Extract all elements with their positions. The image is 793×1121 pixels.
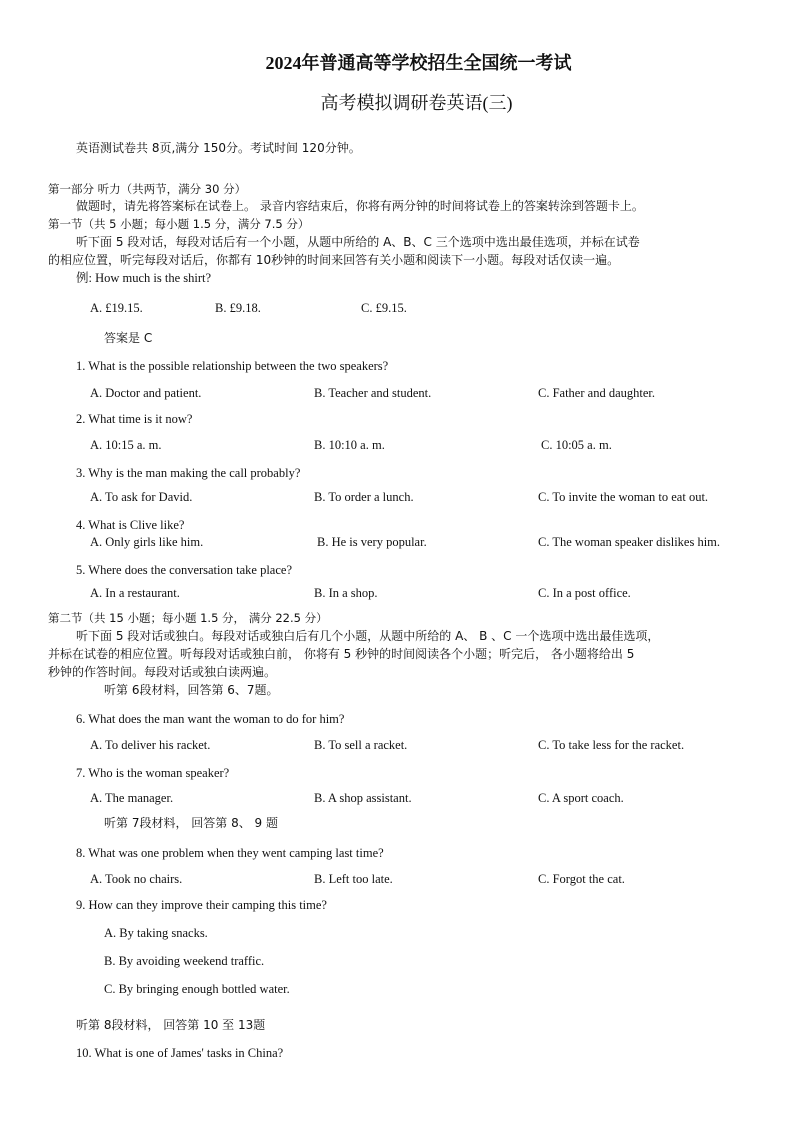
q6-option-b: B. To sell a racket. bbox=[314, 738, 408, 752]
section1-desc-line2: 的相应位置，听完每段对话后，你都有 10秒钟的时间来回答有关小题和阅读下一小题。每段对话仅读一遍。 bbox=[48, 253, 620, 267]
question-6: 6. What does the man want the woman to do for him? bbox=[76, 712, 345, 726]
example-option-c: C. £9.15. bbox=[361, 301, 407, 315]
material-6-note: 听第 6段材料，回答第 6、7题。 bbox=[104, 683, 279, 697]
example-option-a: A. £19.15. bbox=[90, 301, 143, 315]
section2-desc-line2: 并标在试卷的相应位置。听每段对话或独白前， 你将有 5 秒钟的时间阅读各个小题；听完后， 各小题将给出 5 bbox=[48, 647, 635, 661]
q9-option-a: A. By taking snacks. bbox=[104, 926, 208, 940]
q5-option-a: A. In a restaurant. bbox=[90, 586, 180, 600]
part1-heading: 第一部分 听力（共两节，满分 30 分） bbox=[48, 182, 247, 196]
question-5: 5. Where does the conversation take place? bbox=[76, 563, 292, 577]
q3-option-a: A. To ask for David. bbox=[90, 490, 193, 504]
question-9: 9. How can they improve their camping this time? bbox=[76, 898, 327, 912]
q7-option-a: A. The manager. bbox=[90, 791, 174, 805]
q8-option-c: C. Forgot the cat. bbox=[538, 872, 625, 886]
material-7-note: 听第 7段材料， 回答第 8、 9 题 bbox=[104, 816, 278, 830]
q7-option-b: B. A shop assistant. bbox=[314, 791, 412, 805]
q4-option-a: A. Only girls like him. bbox=[90, 535, 204, 549]
q4-option-b: B. He is very popular. bbox=[317, 535, 427, 549]
q2-option-a: A. 10:15 a. m. bbox=[90, 438, 162, 452]
q8-option-b: B. Left too late. bbox=[314, 872, 393, 886]
example-question: 例: How much is the shirt? bbox=[76, 271, 212, 285]
question-3: 3. Why is the man making the call probably? bbox=[76, 466, 301, 480]
question-10: 10. What is one of James' tasks in China? bbox=[76, 1046, 284, 1060]
question-2: 2. What time is it now? bbox=[76, 412, 193, 426]
q1-option-a: A. Doctor and patient. bbox=[90, 386, 202, 400]
q9-option-b: B. By avoiding weekend traffic. bbox=[104, 954, 265, 968]
q5-option-b: B. In a shop. bbox=[314, 586, 378, 600]
q2-option-b: B. 10:10 a. m. bbox=[314, 438, 385, 452]
q8-option-a: A. Took no chairs. bbox=[90, 872, 183, 886]
q5-option-c: C. In a post office. bbox=[538, 586, 631, 600]
q2-option-c: C. 10:05 a. m. bbox=[541, 438, 612, 452]
question-4: 4. What is Clive like? bbox=[76, 518, 185, 532]
question-7: 7. Who is the woman speaker? bbox=[76, 766, 230, 780]
q4-option-c: C. The woman speaker dislikes him. bbox=[538, 535, 721, 549]
section2-desc-line1: 听下面 5 段对话或独白。每段对话或独白后有几个小题，从题中所给的 A、 B 、C 一个选项中选出最佳选项， bbox=[76, 629, 660, 643]
section2-desc-line3: 秒钟的作答时间。每段对话或独白读两遍。 bbox=[48, 665, 277, 679]
material-8-note: 听第 8段材料， 回答第 10 至 13题 bbox=[76, 1018, 266, 1032]
q6-option-c: C. To take less for the racket. bbox=[538, 738, 685, 752]
q1-option-b: B. Teacher and student. bbox=[314, 386, 432, 400]
q9-option-c: C. By bringing enough bottled water. bbox=[104, 982, 290, 996]
question-8: 8. What was one problem when they went camping last time? bbox=[76, 846, 384, 860]
exam-title: 2024年普通高等学校招生全国统一考试 bbox=[265, 53, 572, 73]
q7-option-c: C. A sport coach. bbox=[538, 791, 624, 805]
q3-option-b: B. To order a lunch. bbox=[314, 490, 414, 504]
example-answer: 答案是 C bbox=[104, 331, 153, 345]
example-option-b: B. £9.18. bbox=[215, 301, 261, 315]
section1-heading: 第一节（共 5 小题；每小题 1.5 分，满分 7.5 分） bbox=[48, 217, 310, 231]
exam-intro: 英语测试卷共 8页,满分 150分。考试时间 120分钟。 bbox=[76, 141, 361, 155]
section1-desc-line1: 听下面 5 段对话，每段对话后有一个小题，从题中所给的 A、B、C 三个选项中选出最佳选项，并标在试卷 bbox=[76, 235, 640, 249]
part1-instruction: 做题时，请先将答案标在试卷上。 录音内容结束后，你将有两分钟的时间将试卷上的答案转涂到答题卡上。 bbox=[76, 199, 644, 213]
q1-option-c: C. Father and daughter. bbox=[538, 386, 655, 400]
exam-subtitle: 高考模拟调研卷英语(三) bbox=[320, 93, 513, 113]
section2-heading: 第二节（共 15 小题；每小题 1.5 分， 满分 22.5 分） bbox=[48, 611, 328, 625]
question-1: 1. What is the possible relationship between the two speakers? bbox=[76, 359, 389, 373]
q6-option-a: A. To deliver his racket. bbox=[90, 738, 211, 752]
q3-option-c: C. To invite the woman to eat out. bbox=[538, 490, 709, 504]
